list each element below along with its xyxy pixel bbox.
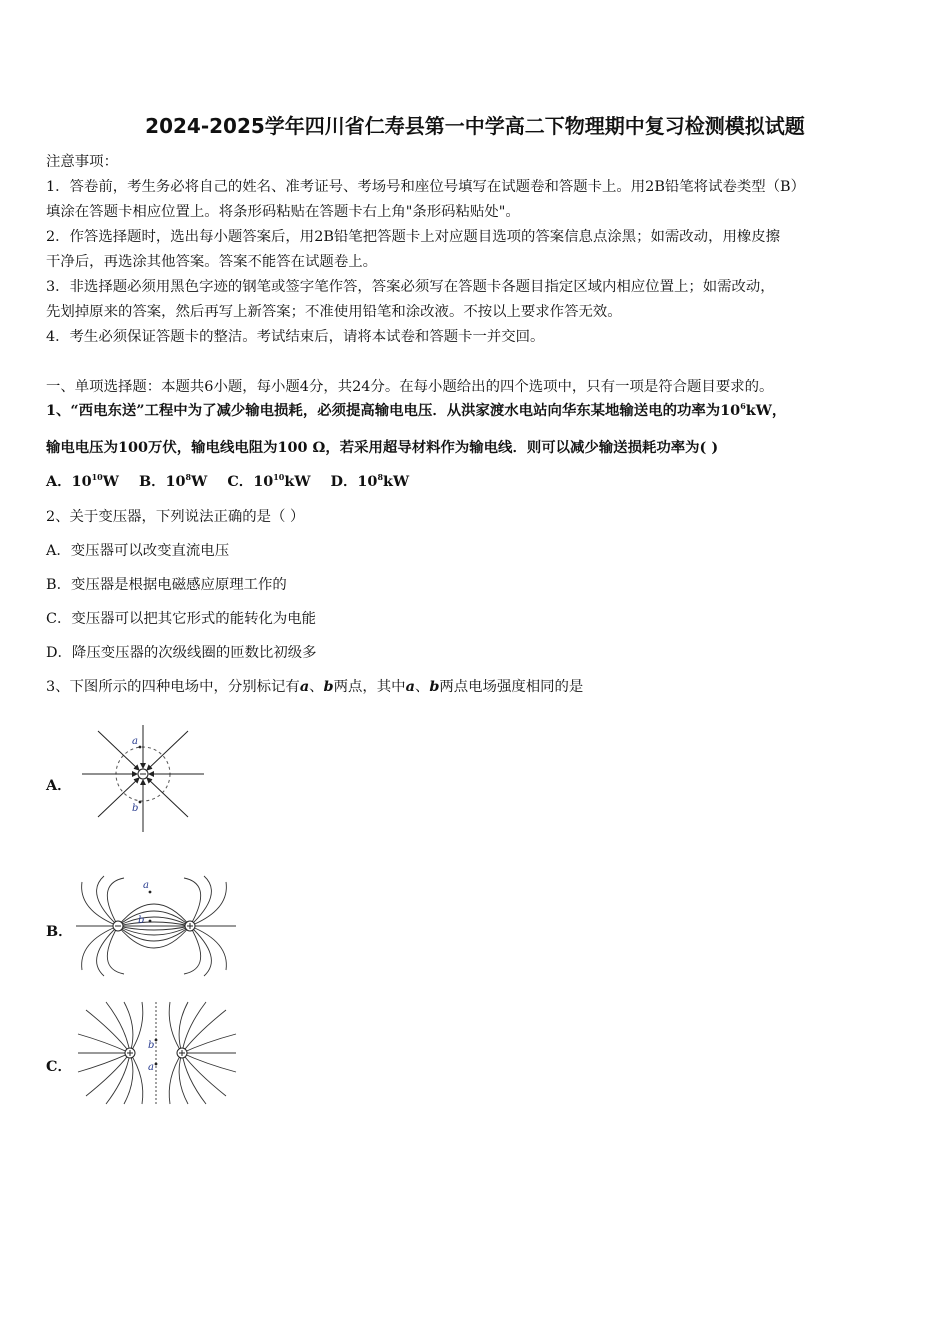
notice-line: 4．考生必须保证答题卡的整洁。考试结束后，请将本试卷和答题卡一并交回。 bbox=[46, 329, 545, 345]
point-a-label: a bbox=[148, 1062, 154, 1073]
notice-line: 1．答卷前，考生务必将自己的姓名、准考证号、考场号和座位号填写在试题卷和答题卡上。用2B铅笔将试卷类型（B） bbox=[46, 179, 805, 195]
q1-superscript: 6 bbox=[740, 401, 746, 411]
q1-option-d[interactable]: D．$10^8kW$ bbox=[330, 472, 410, 490]
q1-option-b[interactable]: B．$10^8W$ bbox=[138, 472, 208, 490]
question-2-stem: 2、关于变压器，下列说法正确的是（ ） bbox=[46, 509, 305, 525]
notice-line: 干净后，再选涂其他答案。答案不能答在试题卷上。 bbox=[46, 254, 377, 270]
q3-option-c-label[interactable]: C． bbox=[46, 1058, 72, 1075]
q2-option-d[interactable]: D．降压变压器的次级线圈的匝数比初级多 bbox=[46, 645, 317, 661]
q1-text: 1、“西电东送”工程中为了减少输电损耗，必须提高输电电压．从洪家渡水电站向华东某地输送电的功率为10 bbox=[46, 402, 741, 419]
field-diagram-a bbox=[80, 725, 206, 835]
notice-line: 3．非选择题必须用黑色字迹的钢笔或签字笔作答，答案必须写在答题卡各题目指定区域内相应位置上；如需改动， bbox=[46, 279, 775, 295]
point-a-label: a bbox=[143, 880, 149, 891]
q3-option-a-label[interactable]: A． bbox=[46, 777, 72, 794]
field-diagram-c bbox=[76, 998, 238, 1108]
notice-heading: 注意事项： bbox=[46, 154, 118, 170]
q2-option-b[interactable]: B．变压器是根据电磁感应原理工作的 bbox=[46, 577, 287, 593]
page-title: 2024-2025学年四川省仁寿县第一中学高二下物理期中复习检测模拟试题 bbox=[145, 114, 805, 138]
point-a-label: a bbox=[132, 736, 138, 747]
question-1-line-2: 输电电压为100万伏，输电线电阻为100 Ω，若采用超导材料作为输电线．则可以减少输送损耗功率为( ) bbox=[46, 439, 719, 456]
question-1-line-1 bbox=[46, 401, 786, 421]
q1-option-c[interactable]: C．$10^{10}kW$ bbox=[227, 472, 311, 490]
point-b-label: b bbox=[138, 915, 145, 926]
q2-option-c[interactable]: C．变压器可以把其它形式的能转化为电能 bbox=[46, 611, 317, 627]
notice-line: 填涂在答题卡相应位置上。将条形码粘贴在答题卡右上角"条形码粘贴处"。 bbox=[46, 204, 520, 220]
notice-line: 2．作答选择题时，选出每小题答案后，用2B铅笔把答题卡上对应题目选项的答案信息点涂黑；如需改动，用橡皮擦 bbox=[46, 229, 781, 245]
q2-option-a[interactable]: A．变压器可以改变直流电压 bbox=[46, 543, 230, 559]
question-1-options bbox=[46, 472, 409, 492]
notice-line: 先划掉原来的答案，然后再写上新答案；不准使用铅笔和涂改液。不按以上要求作答无效。 bbox=[46, 304, 622, 320]
field-diagram-b bbox=[74, 874, 238, 978]
point-b-label: b bbox=[132, 803, 139, 814]
q1-unit: kW， bbox=[745, 402, 787, 419]
point-b-label: b bbox=[148, 1040, 155, 1051]
q3-option-b-label[interactable]: B． bbox=[46, 923, 73, 940]
q1-option-a[interactable]: A．$10^{10}W$ bbox=[46, 472, 119, 490]
section-heading: 一、单项选择题：本题共6小题，每小题4分，共24分。在每小题给出的四个选项中，只有一项是符合题目要求的。 bbox=[46, 379, 774, 395]
question-3-stem: 3、下图所示的四种电场中，分别标记有a、b两点，其中a、b两点电场强度相同的是 bbox=[46, 678, 584, 695]
